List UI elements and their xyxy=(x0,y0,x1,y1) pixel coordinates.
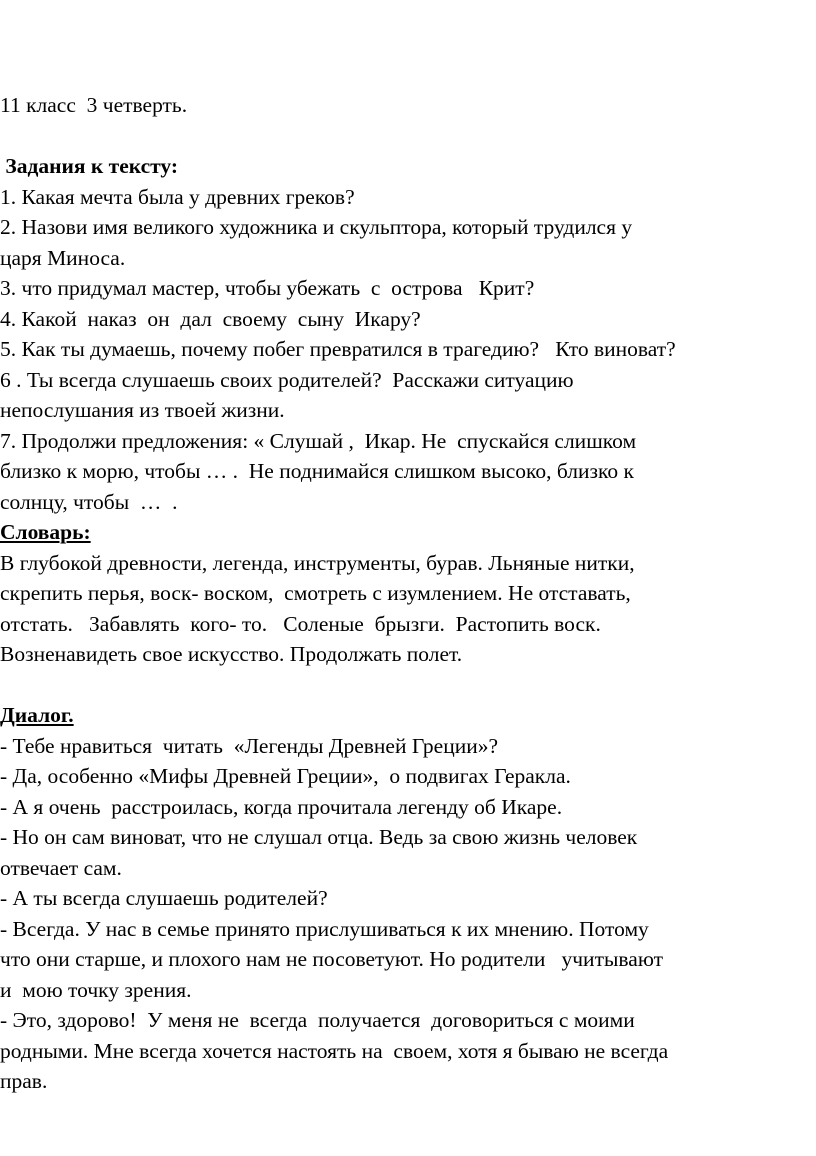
task-line: 1. Какая мечта была у древних греков? xyxy=(0,184,355,209)
task-line: 5. Как ты думаешь, почему побег превратился в трагедию? Кто виноват? xyxy=(0,337,676,361)
task-line: солнцу, чтобы … . xyxy=(0,489,178,514)
task-line: 4. Какой наказ он дал своему сыну Икару? xyxy=(0,306,421,331)
task-line: близко к морю, чтобы … . Не поднимайся слишком высоко, близко к xyxy=(0,459,634,483)
vocabulary-line: Возненавидеть свое искусство. Продолжать полет. xyxy=(0,642,463,666)
dialog-line: - Это, здорово! У меня не всегда получается договориться с моими xyxy=(0,1008,635,1032)
vocabulary-line: отстать. Забавлять кого- то. Соленые брызги. Растопить воск. xyxy=(0,611,601,636)
spacer xyxy=(0,121,816,152)
dialog-heading: Диалог. xyxy=(0,703,74,727)
task-line: непослушания из твоей жизни. xyxy=(0,398,285,422)
task-line: царя Миноса. xyxy=(0,245,126,270)
spacer xyxy=(0,670,816,701)
document-page xyxy=(0,90,816,1097)
task-line: 6 . Ты всегда слушаешь своих родителей? Расскажи ситуацию xyxy=(0,367,574,392)
dialog-line: - Да, особенно «Мифы Древней Греции», о подвигах Геракла. xyxy=(0,764,571,788)
dialog-line: что они старше, и плохого нам не посоветуют. Но родители учитывают xyxy=(0,947,663,971)
task-line: 3. что придумал мастер, чтобы убежать с острова Крит? xyxy=(0,276,535,300)
dialog-line: отвечает сам. xyxy=(0,855,122,880)
dialog-line: - Тебе нравиться читать «Легенды Древней Греции»? xyxy=(0,733,499,758)
vocabulary-heading: Словарь: xyxy=(0,520,91,544)
dialog-line: - А ты всегда слушаешь родителей? xyxy=(0,886,328,910)
dialog-line: - А я очень расстроилась, когда прочитала легенду об Икаре. xyxy=(0,794,563,819)
dialog-line: и мою точку зрения. xyxy=(0,977,192,1002)
dialog-line: прав. xyxy=(0,1069,48,1093)
dialog-line: - Всегда. У нас в семье принято прислушиваться к их мнению. Потому xyxy=(0,916,649,941)
class-info: 11 класс 3 четверть. xyxy=(0,93,188,117)
vocabulary-line: В глубокой древности, легенда, инструменты, бурав. Льняные нитки, xyxy=(0,550,635,575)
task-line: 2. Назови имя великого художника и скульптора, который трудился у xyxy=(0,215,633,239)
dialog-line: родными. Мне всегда хочется настоять на своем, хотя я бываю не всегда xyxy=(0,1038,669,1063)
vocabulary-line: скрепить перья, воск- воском, смотреть с изумлением. Не отставать, xyxy=(0,581,631,605)
dialog-line: - Но он сам виноват, что не слушал отца. Ведь за свою жизнь человек xyxy=(0,825,638,849)
tasks-heading: Задания к тексту: xyxy=(0,154,179,178)
task-line: 7. Продолжи предложения: « Слушай , Икар. Не спускайся слишком xyxy=(0,428,637,453)
